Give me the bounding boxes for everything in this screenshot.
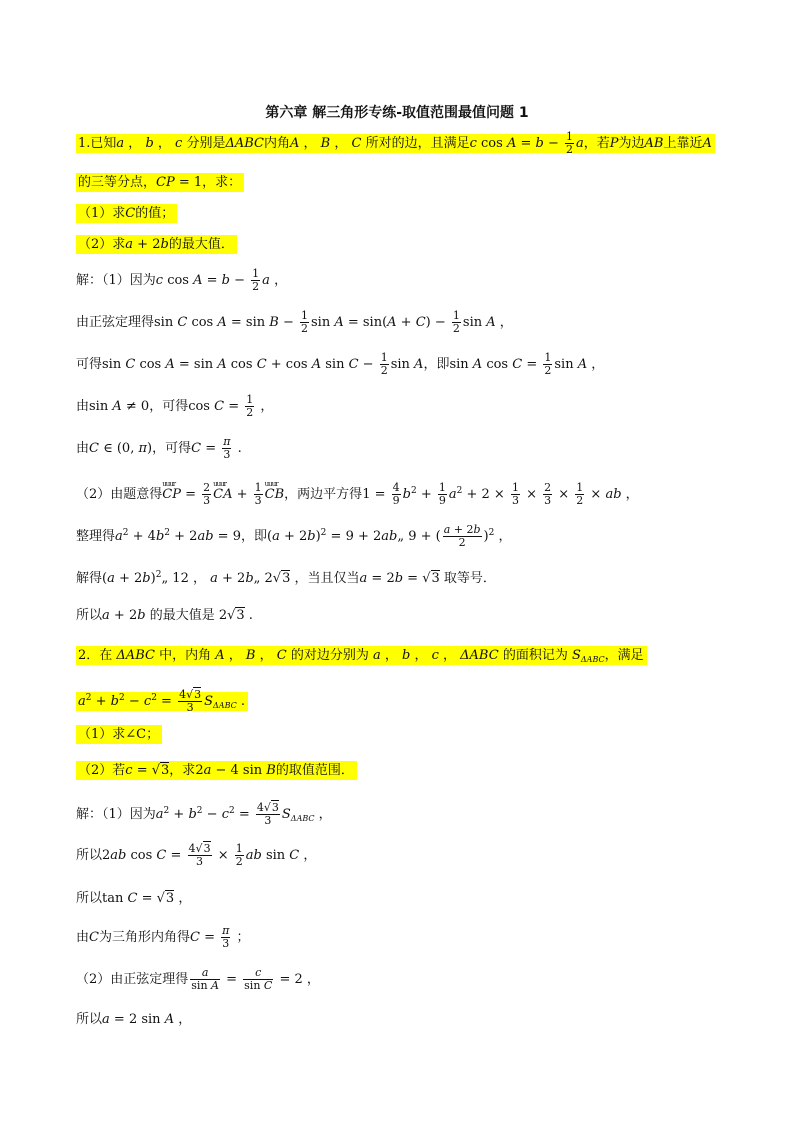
solution2-step6: 所以a = 2 sin A ， [76, 1012, 192, 1027]
solution1-step1: 解：（1）因为c cos A = b − $\frac{1}{2}$ a ， [76, 267, 288, 293]
solution1-step7: 整理得$a^2 + 4b^2 + 2ab = 9$，即$(a + 2b)^2 = 9$ + 2ab„ 9 + ( $\frac{a + 2b}{2}$ )$^2$ ， [76, 523, 512, 549]
problem1-part1: （1）求C的值； [76, 199, 177, 229]
solution2-step4: 由C为三角形内角得C = $\frac{\pi}{3}$ ； [76, 924, 250, 950]
problem2-line1: 2．在 ΔABC 中，内角 A ， B ， C 的对边分别为 a ， b ， c ， ΔABC 的面积记为 $S_{\Delta ABC}$，满足 [76, 641, 647, 671]
solution1-step3: 可得sin C cos A = sin A cos C + cos A sin C − $\frac{1}{2}$ sin A，即sin A cos C = $\frac{1}{2}$ sin A ， [76, 351, 605, 377]
solution1-step5: 由C ∈ (0, π)，可得C = $\frac{\pi}{3}$ . [76, 435, 242, 461]
problem2-line2: $a^2 + b^2 - c^2$ = $\frac{4√3}{3}$ $S_{\Delta ABC}$ . [76, 683, 248, 713]
problem2-part2: （2）若c = √3，求2a − 4 sin B的取值范围． [76, 756, 357, 786]
solution1-step6: （2）由题意得uuur CP = $\frac{2}{3}$ uuur CA + $\frac{1}{3}$ uuur CB，两边平方得1 = $\frac{4}{9}$ $b^2$ + $\frac{1}{9}$ $a^2 + 2$ × $\frac{1}{3}$ × $\frac{2}{3}$ × $\frac{1}{2}$ × ab ， [76, 476, 639, 506]
solution2-step5: （2）由正弦定理得 $\frac{a}{\text{sin A}}$ = $\frac{c}{\text{sin C}}$ = 2 ， [76, 966, 320, 992]
page-title: 第六章 解三角形专练-取值范围最值问题 1 [265, 105, 529, 121]
solution2-step3: 所以tan C = √3 ， [76, 891, 192, 906]
solution1-step2: 由正弦定理得sin C cos A = sin B − $\frac{1}{2}$ sin A = sin(A + C) − $\frac{1}{2}$ sin A ， [76, 309, 513, 335]
solution2-step1: 解：（1）因为$a^2 + b^2 - c^2$ = $\frac{4√3}{3}$ $S_{\Delta ABC}$ ， [76, 801, 332, 827]
problem2-part1: （1）求∠C； [76, 720, 162, 750]
solution1-step4: 由sin A ≠ 0，可得cos C = $\frac{1}{2}$ ， [76, 393, 274, 419]
solution1-step8: 解得$(a + 2b)^2„$ 12 ， a + 2b„ 2√3 ，当且仅当a = 2b = √3 取等号． [76, 570, 496, 586]
solution1-step9: 所以a + 2b 的最大值是 2√3 . [76, 608, 253, 623]
solution2-step2: 所以2ab cos C = $\frac{4√3}{3}$ × $\frac{1}{2}$ ab sin C ， [76, 842, 317, 868]
problem1-part2: （2）求a + 2b的最大值． [76, 230, 237, 260]
problem1-line1 [76, 129, 715, 159]
problem1-highlight-1: 1.已知a ， b ， c 分别是ΔABC内角A ， B ， C 所对的边，且满足c cos A = b − $\frac{1}{2}$ a，若P为边AB上靠近A [76, 134, 715, 153]
problem1-line2: 的三等分点，CP = 1，求： [76, 168, 244, 198]
